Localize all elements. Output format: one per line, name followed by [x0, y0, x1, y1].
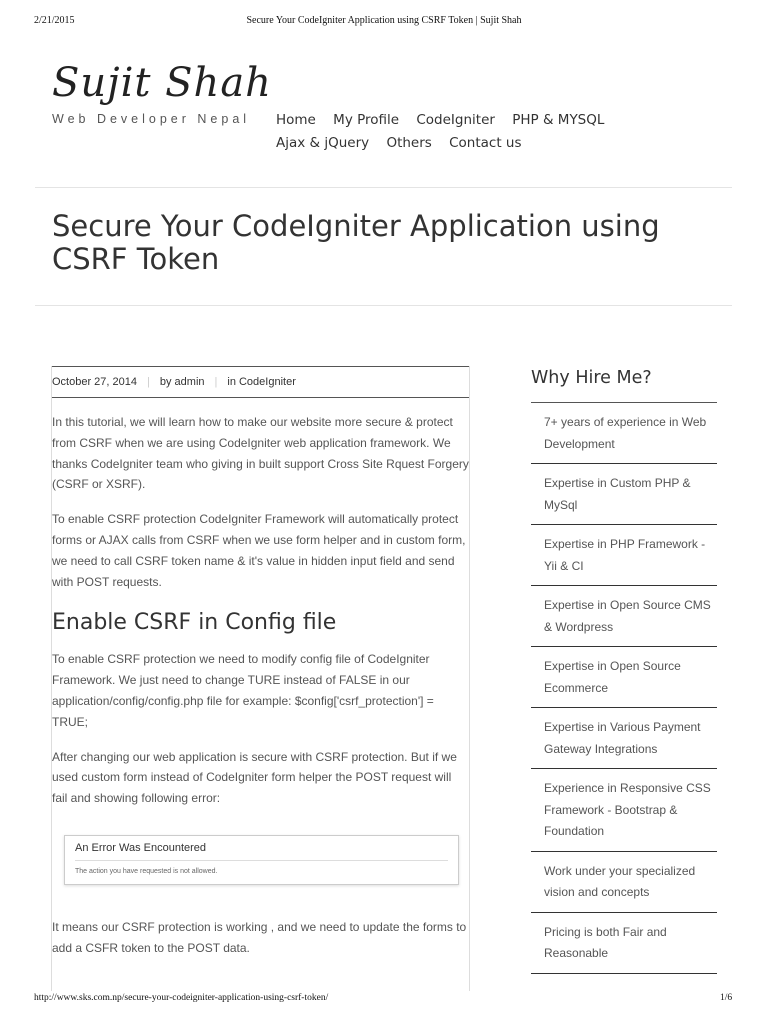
page-title: Secure Your CodeIgniter Application using CSRF Token: [52, 209, 660, 276]
header-divider: [35, 187, 732, 188]
print-date: 2/21/2015: [34, 15, 75, 26]
print-title: Secure Your CodeIgniter Application using CSRF Token | Sujit Shah: [246, 15, 522, 26]
nav-item-ajax-jquery[interactable]: Ajax & jQuery: [276, 135, 370, 151]
error-message: The action you have requested is not allowed.: [75, 867, 218, 875]
article-body: [51, 366, 470, 991]
article-paragraph: To enable CSRF protection we need to modify config file of CodeIgniter Framework. We just need to change TURE instead of FALSE in our application/config/config.php file for example: $config['csrf_protection'] = TRUE;: [52, 652, 434, 729]
list-item: Experience in Responsive CSS Framework - Bootstrap & Foundation: [531, 769, 717, 852]
page-number: 1/6: [720, 993, 733, 1003]
list-item: 7+ years of experience in Web Development: [531, 403, 717, 464]
error-screenshot: [64, 835, 459, 885]
article-paragraph: In this tutorial, we will learn how to make our website more secure & protect from CSRF when we are using CodeIgniter web application framework. We thanks CodeIgniter team who giving in built support Cross Site Rquest Forgery (CSRF or XSRF).: [52, 415, 469, 492]
post-author[interactable]: by admin: [159, 376, 205, 388]
print-url: http://www.sks.com.np/secure-your-codeigniter-application-using-csrf-token/: [34, 993, 329, 1003]
list-item: Expertise in Custom PHP & MySql: [531, 464, 717, 525]
hire-me-list: [531, 403, 717, 974]
post-meta: [52, 366, 469, 398]
list-item: Pricing is both Fair and Reasonable: [531, 913, 717, 974]
nav-item-my-profile[interactable]: My Profile: [333, 112, 400, 128]
nav-item-codeigniter[interactable]: CodeIgniter: [416, 112, 495, 128]
article-paragraph: After changing our web application is secure with CSRF protection. But if we used custom form instead of CodeIgniter form helper the POST request will fail and showing following error:: [52, 749, 457, 806]
error-title: An Error Was Encountered: [75, 842, 448, 861]
list-item: Work under your specialized vision and concepts: [531, 852, 717, 913]
list-item: Expertise in Various Payment Gateway Integrations: [531, 708, 717, 769]
list-item: Expertise in Open Source Ecommerce: [531, 647, 717, 708]
list-item: Expertise in Open Source CMS & Wordpress: [531, 586, 717, 647]
meta-separator: |: [214, 376, 218, 388]
list-item: Expertise in PHP Framework - Yii & CI: [531, 525, 717, 586]
meta-separator: |: [147, 376, 150, 388]
nav-item-php-mysql[interactable]: PHP & MYSQL: [512, 112, 605, 128]
site-logo[interactable]: Sujit Shah: [52, 60, 272, 106]
print-header: [0, 15, 768, 29]
main-nav: [276, 109, 716, 155]
title-divider: [35, 305, 732, 306]
post-category[interactable]: in CodeIgniter: [227, 376, 296, 388]
article-paragraph: To enable CSRF protection CodeIgniter Framework will automatically protect forms or AJAX calls from CSRF when we use form helper and in custom form, we need to call CSRF token name & it's value in hidden input field and send with POST requests.: [52, 512, 466, 589]
section-heading: Enable CSRF in Config file: [52, 610, 337, 636]
nav-item-others[interactable]: Others: [386, 135, 432, 151]
article-paragraph: It means our CSRF protection is working , and we need to update the forms to add a CSFR token to the POST data.: [52, 919, 467, 955]
nav-item-contact-us[interactable]: Contact us: [449, 135, 522, 151]
sidebar: [531, 366, 717, 974]
site-tagline: Web Developer Nepal: [52, 112, 251, 126]
post-date[interactable]: October 27, 2014: [52, 376, 138, 388]
sidebar-heading: Why Hire Me?: [531, 366, 717, 403]
nav-item-home[interactable]: Home: [276, 112, 316, 128]
